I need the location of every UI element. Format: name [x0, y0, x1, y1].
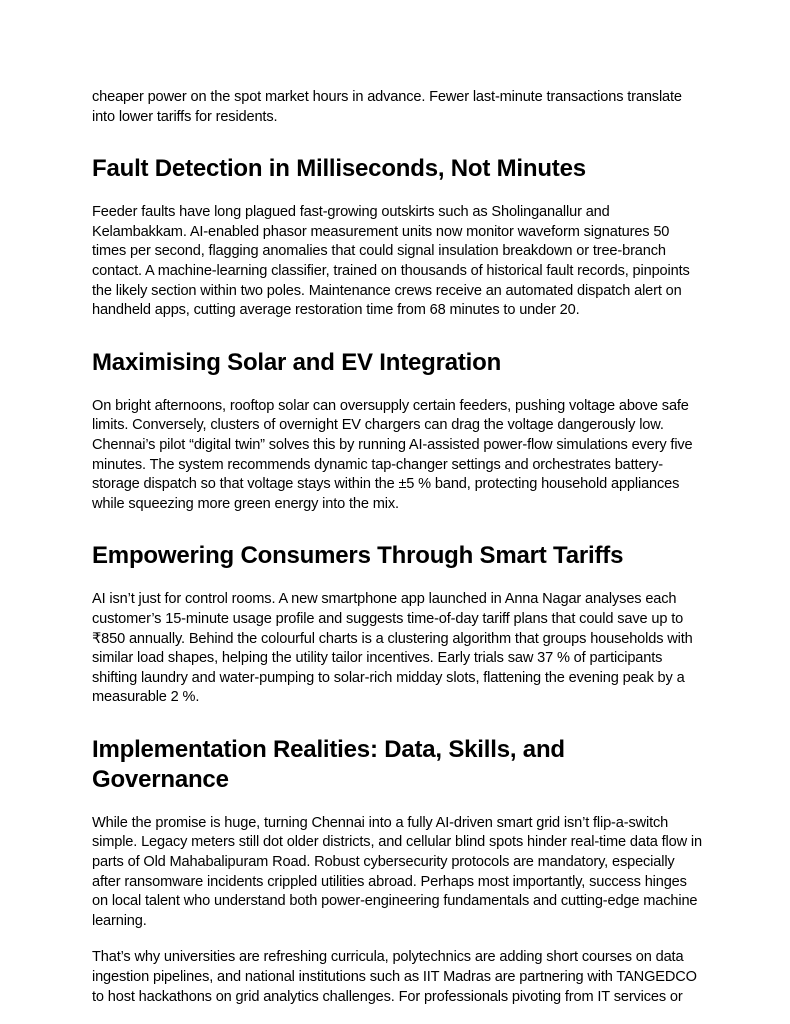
solar-ev-paragraph: On bright afternoons, rooftop solar can oversupply certain feeders, pushing voltage above safe limits. Conversely, clusters of overnight EV chargers can drag the voltage dangerously low. Chennai’s pilot “digital twin” solves this by running AI-assisted power-flow simulations every five minutes. The system recommends dynamic tap-changer settings and orchestrates battery-storage dispatch so that voltage stays within the ±5 % band, protecting household appliances while squeezing more green energy into the mix. — [92, 397, 693, 512]
section-heading-fault-detection: Fault Detection in Milliseconds, Not Minutes — [92, 155, 586, 183]
implementation-paragraph-2: That’s why universities are refreshing curricula, polytechnics are adding short courses on data ingestion pipelines, and national institutions such as IIT Madras are partnering with TANGEDCO to host hackathons on grid analytics challenges. For professionals pivoting from IT services or — [92, 949, 697, 1005]
smart-tariffs-paragraph: AI isn’t just for control rooms. A new smartphone app launched in Anna Nagar analyses each customer’s 15-minute usage profile and suggests time-of-day tariff plans that could save up to ₹850 annually. Behind the colourful charts is a clustering algorithm that groups households with similar load shapes, helping the utility tailor incentives. Early trials saw 37 % of participants shifting laundry and water-pumping to solar-rich midday slots, flattening the evening peak by a measurable 2 %. — [92, 591, 693, 706]
document-page — [92, 88, 704, 1007]
intro-paragraph: cheaper power on the spot market hours in advance. Fewer last-minute transactions translate into lower tariffs for residents. — [92, 89, 682, 125]
section-heading-smart-tariffs: Empowering Consumers Through Smart Tariffs — [92, 542, 624, 570]
fault-detection-paragraph: Feeder faults have long plagued fast-growing outskirts such as Sholinganallur and Kelambakkam. AI-enabled phasor measurement units now monitor waveform signatures 50 times per second, flagging anomalies that could signal insulation breakdown or tree-branch contact. A machine-learning classifier, trained on thousands of historical fault records, pinpoints the likely section within two poles. Maintenance crews receive an automated dispatch alert on handheld apps, cutting average restoration time from 68 minutes to under 20. — [92, 204, 690, 319]
section-heading-implementation: Implementation Realities: Data, Skills, and Governance — [92, 735, 565, 793]
implementation-paragraph-1: While the promise is huge, turning Chennai into a fully AI-driven smart grid isn’t flip-a-switch simple. Legacy meters still dot older districts, and cellular blind spots hinder real-time data flow in parts of Old Mahabalipuram Road. Robust cybersecurity protocols are mandatory, especially after ransomware incidents crippled utilities abroad. Perhaps most importantly, success hinges on local talent who understand both power-engineering fundamentals and cutting-edge machine learning. — [92, 814, 702, 929]
section-heading-solar-ev: Maximising Solar and EV Integration — [92, 348, 502, 376]
